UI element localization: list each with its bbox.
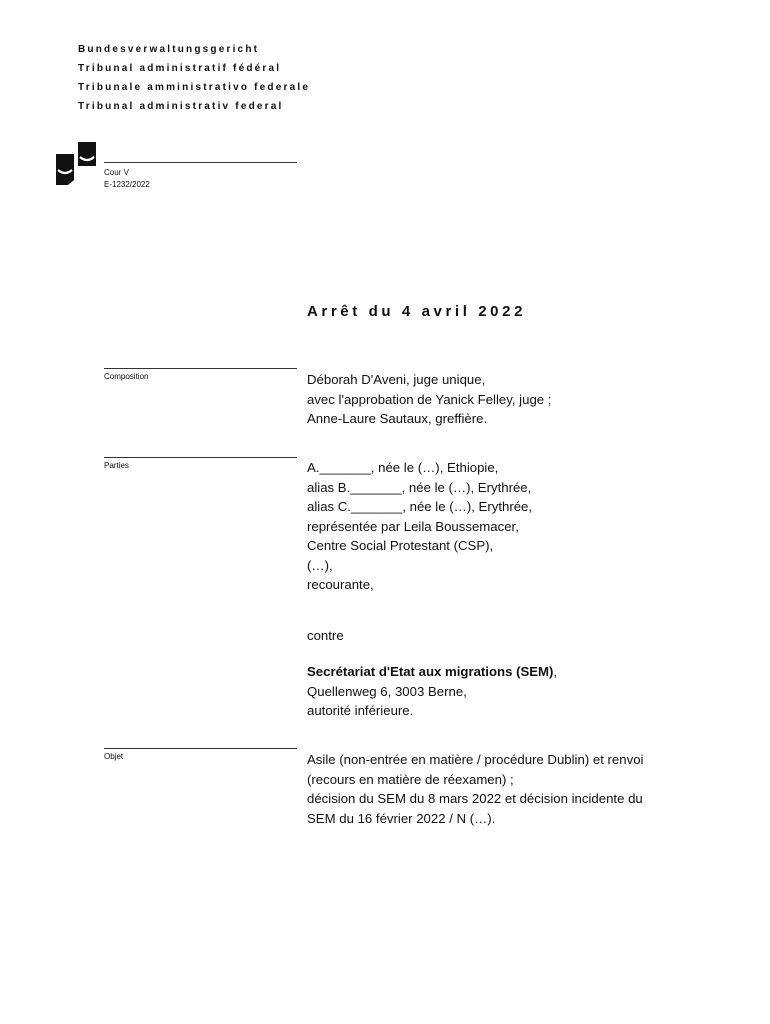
composition-body bbox=[307, 370, 687, 429]
contre-text bbox=[307, 626, 687, 646]
parties-line: alias C._______, née le (…), Erythrée, bbox=[307, 499, 533, 514]
parties-line: alias B._______, née le (…), Erythrée, bbox=[307, 479, 532, 495]
authority-line bbox=[307, 662, 687, 682]
appellant-name: A._______, bbox=[307, 460, 375, 475]
parties-line: (…), bbox=[307, 557, 333, 573]
objet-label: Objet bbox=[104, 752, 124, 761]
appellant-details: née le (…), Ethiopie, bbox=[374, 460, 499, 475]
court-logo-icon bbox=[56, 142, 96, 186]
objet-line: Asile (non-entrée en matière / procédure Dublin) et renvoi bbox=[307, 752, 644, 767]
authority-name: Secrétariat d'Etat aux migrations (SEM) bbox=[307, 664, 554, 679]
case-reference bbox=[104, 167, 150, 191]
authority-block bbox=[307, 662, 687, 721]
court-name-french: Tribunal administratif fédéral bbox=[78, 63, 282, 74]
authority-suffix: , bbox=[553, 664, 558, 679]
court-name-italian: Tribunale amministrativo federale bbox=[78, 82, 311, 93]
parties-body bbox=[307, 458, 687, 595]
objet-line: (recours en matière de réexamen) ; bbox=[307, 771, 514, 787]
contre-label: contre bbox=[307, 628, 344, 643]
court-names bbox=[78, 40, 310, 116]
court-name-romansh: Tribunal administrativ federal bbox=[78, 101, 284, 112]
composition-line: avec l'approbation de Yanick Felley, juge ; bbox=[307, 391, 552, 407]
case-number: E-1232/2022 bbox=[104, 180, 150, 189]
authority-address: Quellenweg 6, 3003 Berne, bbox=[307, 683, 467, 699]
objet-divider bbox=[104, 748, 297, 749]
authority-role: autorité inférieure. bbox=[307, 703, 414, 718]
parties-line: recourante, bbox=[307, 577, 374, 592]
composition-line: Déborah D'Aveni, juge unique, bbox=[307, 372, 486, 387]
header-divider bbox=[104, 162, 297, 163]
composition-divider bbox=[104, 368, 297, 369]
composition-line: Anne-Laure Sautaux, greffière. bbox=[307, 411, 488, 426]
parties-divider bbox=[104, 457, 297, 458]
appellant-line bbox=[307, 458, 687, 478]
court-name-german: Bundesverwaltungsgericht bbox=[78, 44, 260, 55]
page-title: Arrêt du 4 avril 2022 bbox=[307, 303, 527, 320]
objet-line: décision du SEM du 8 mars 2022 et décision incidente du bbox=[307, 791, 643, 806]
composition-label: Composition bbox=[104, 372, 149, 381]
parties-label: Parties bbox=[104, 461, 129, 470]
parties-line: représentée par Leila Boussemacer, bbox=[307, 518, 519, 534]
parties-line: Centre Social Protestant (CSP), bbox=[307, 538, 494, 553]
objet-body bbox=[307, 750, 687, 828]
court-division: Cour V bbox=[104, 168, 129, 177]
objet-line: SEM du 16 février 2022 / N (…). bbox=[307, 810, 496, 826]
